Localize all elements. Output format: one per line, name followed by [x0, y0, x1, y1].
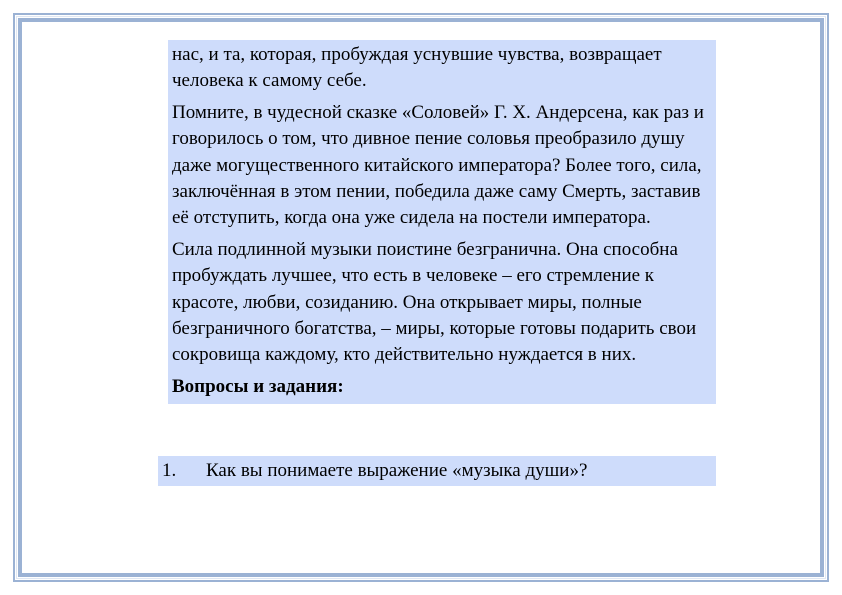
question-number: 1. — [162, 460, 177, 481]
text-block — [168, 40, 716, 404]
paragraph-1: нас, и та, которая, пробуждая уснувшие чувства, возвращает человека к самому себе. — [172, 44, 662, 92]
questions-heading: Вопросы и задания: — [172, 375, 344, 397]
question-text: Как вы понимаете выражение «музыка души»? — [206, 460, 588, 481]
question-item — [158, 456, 716, 486]
paragraph-2: Помните, в чудесной сказке «Соловей» Г. Х. Андерсена, как раз и говорилось о том, что дивное пение соловья преобразило душу даже могущественного китайского императора? Более того, сила, заключённая в этом пении, победила даже саму Смерть, заставив её отступить, когда она уже сидела на постели императора. — [172, 101, 704, 229]
paragraph-3: Сила подлинной музыки поистине безгранична. Она способна пробуждать лучшее, что есть в человеке – его стремление к красоте, любви, созиданию. Она открывает миры, полные безграничного богатства, – миры, которые готовы подарить свои сокровища каждому, кто действительно нуждается в них. — [172, 238, 697, 366]
